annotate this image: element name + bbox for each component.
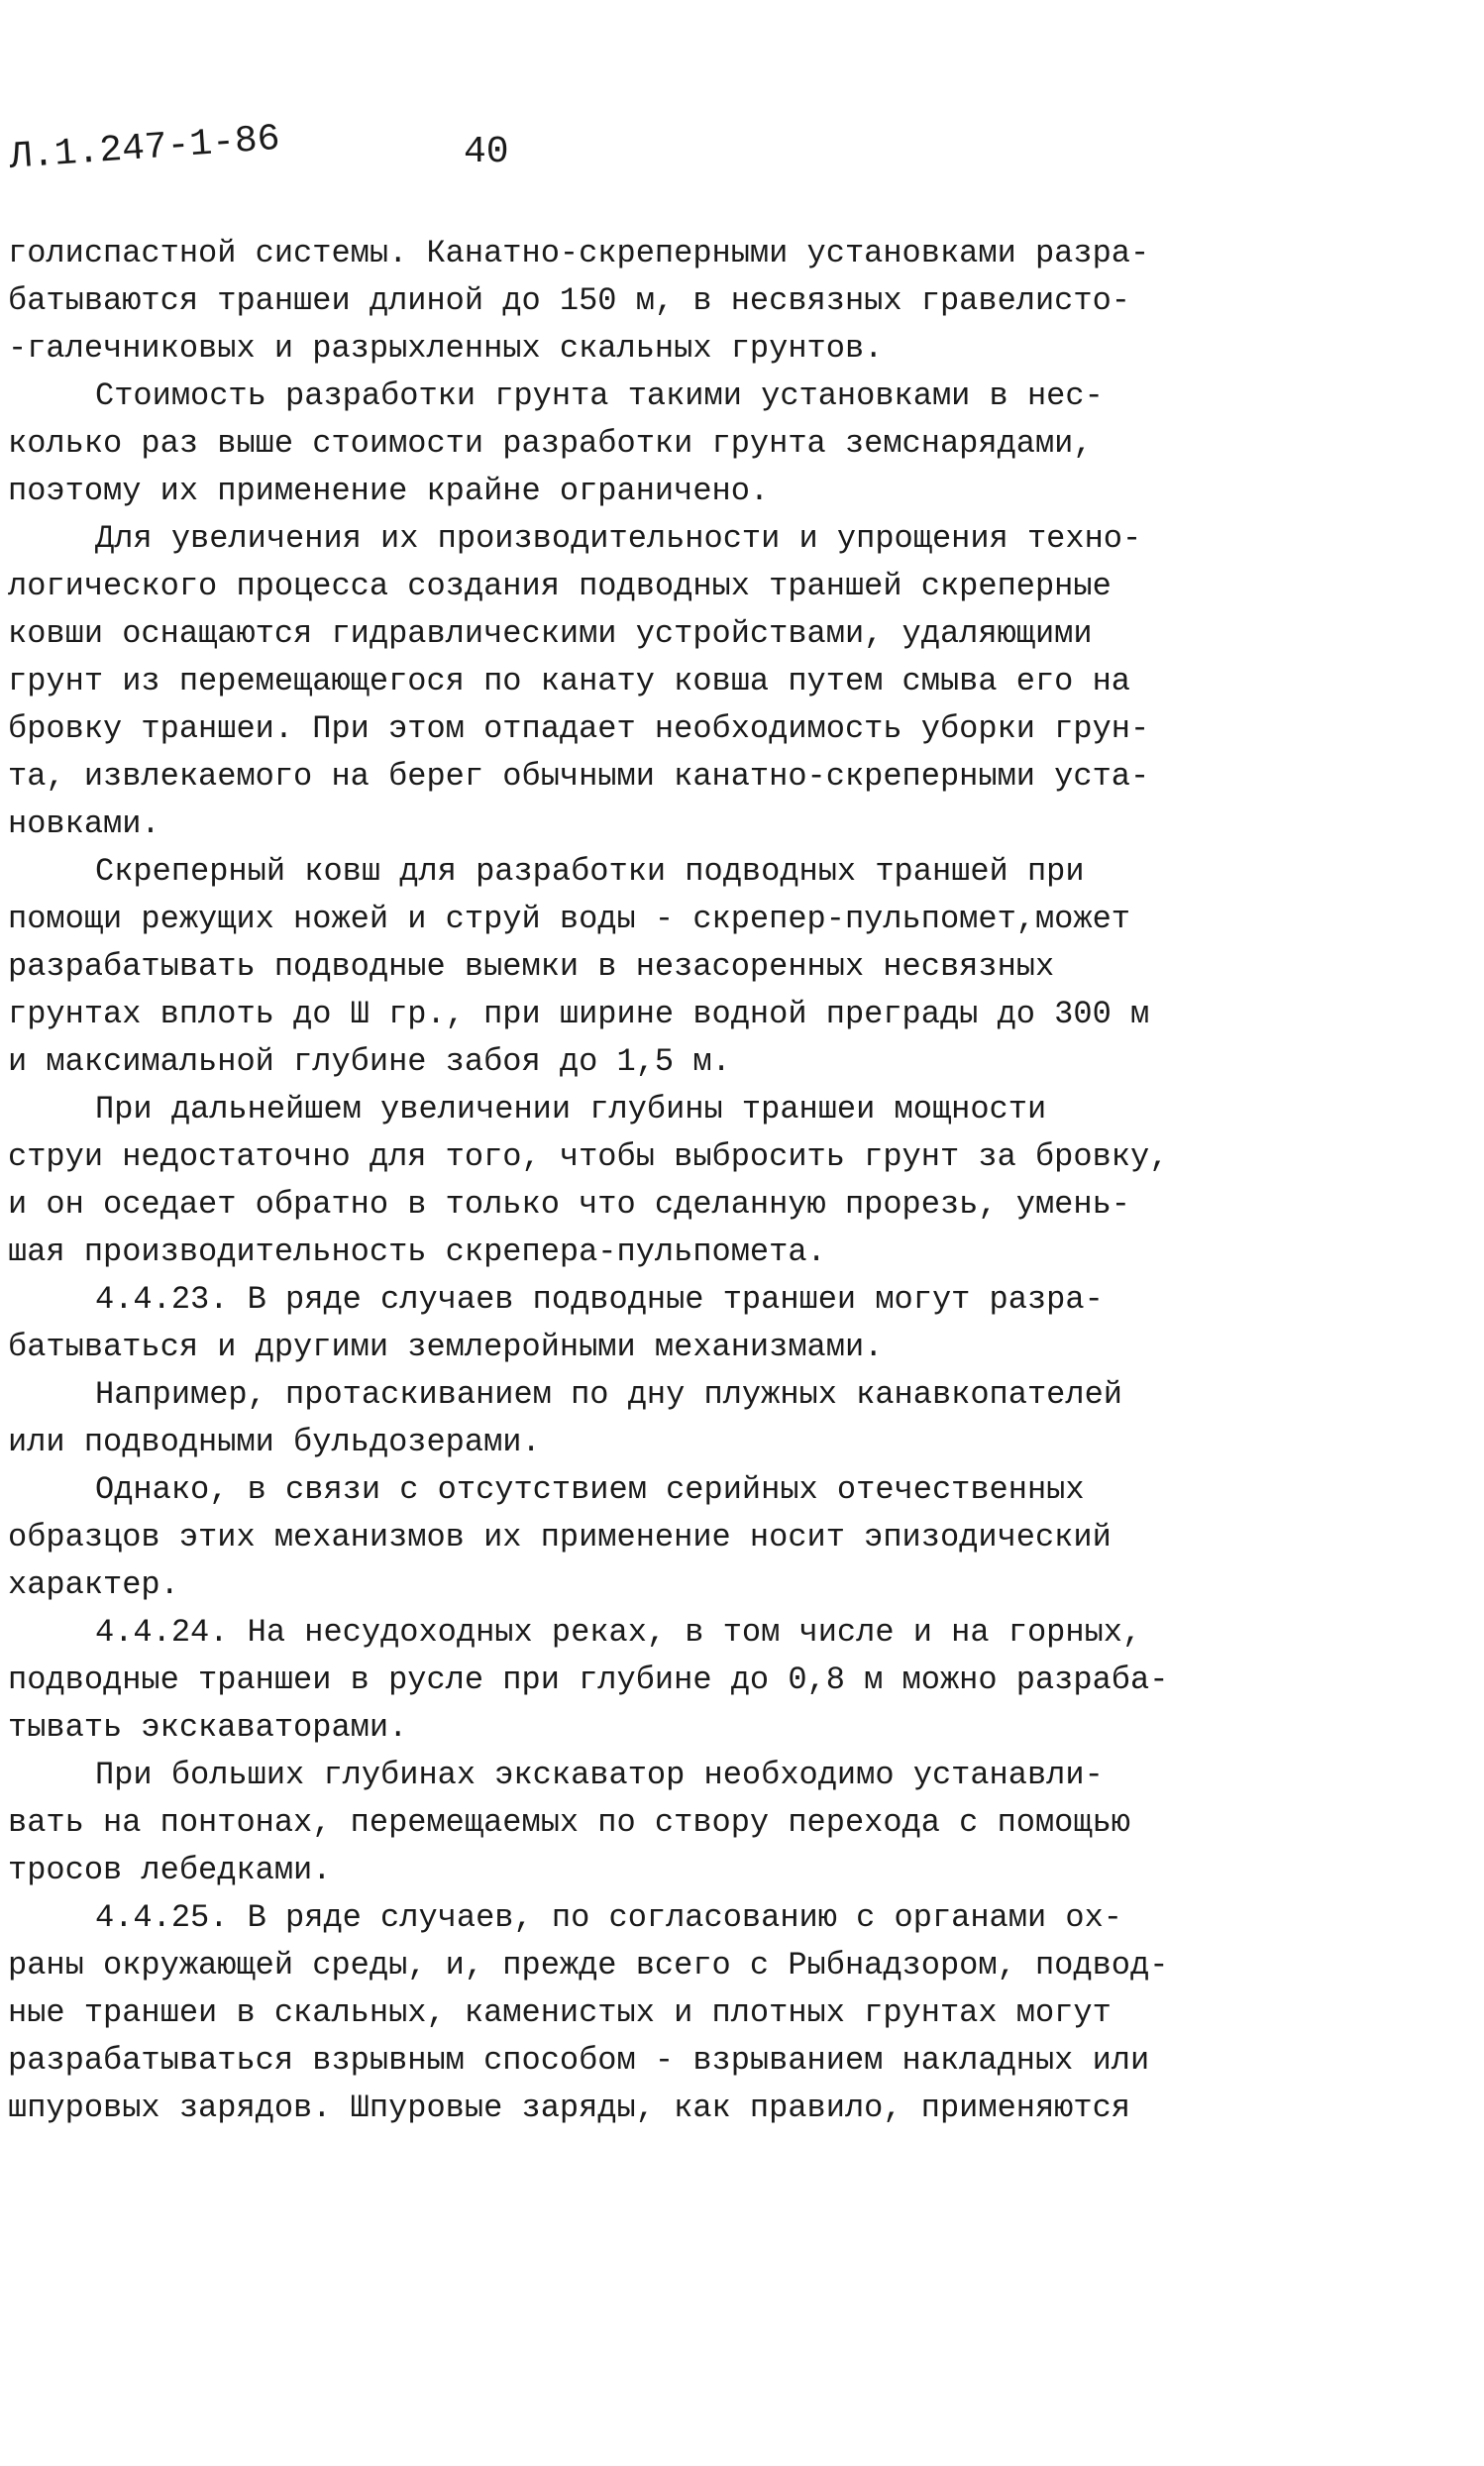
text-line: вать на понтонах, перемещаемых по створу перехода с помощью (8, 1804, 1130, 1841)
text-line: новками. (8, 805, 160, 842)
text-line: разрабатывать подводные выемки в незасоренных несвязных (8, 948, 1055, 985)
text-line: Для увеличения их производительности и упрощения техно- (95, 520, 1142, 557)
text-line: логического процесса создания подводных траншей скреперные (8, 568, 1112, 604)
text-line: подводные траншеи в русле при глубине до 0,8 м можно разраба- (8, 1662, 1169, 1698)
text-line: ковши оснащаются гидравлическими устройствами, удаляющими (8, 615, 1093, 652)
text-line: разрабатываться взрывным способом - взрыванием накладных или (8, 2042, 1150, 2079)
text-line: или подводными бульдозерами. (8, 1424, 541, 1460)
text-line: шпуровых зарядов. Шпуровые заряды, как правило, применяются (8, 2090, 1130, 2126)
text-line: батываются траншеи длиной до 150 м, в несвязных гравелисто- (8, 282, 1130, 319)
text-line: образцов этих механизмов их применение носит эпизодический (8, 1519, 1112, 1555)
text-line: и он оседает обратно в только что сделанную прорезь, умень- (8, 1186, 1130, 1223)
text-line: 4.4.23. В ряде случаев подводные траншеи могут разра- (95, 1281, 1104, 1318)
text-line: При дальнейшем увеличении глубины траншеи мощности (95, 1091, 1047, 1127)
text-line: Например, протаскиванием по дну плужных канавкопателей (95, 1376, 1122, 1413)
text-line: грунт из перемещающегося по канату ковша путем смыва его на (8, 663, 1130, 699)
text-line: поэтому их применение крайне ограничено. (8, 473, 770, 509)
text-line: Стоимость разработки грунта такими установками в нес- (95, 377, 1104, 414)
text-line: тывать экскаваторами. (8, 1709, 408, 1746)
document-body (8, 230, 1177, 2132)
text-line: помощи режущих ножей и струй воды - скрепер-пульпомет,может (8, 901, 1130, 937)
text-line: и максимальной глубине забоя до 1,5 м. (8, 1043, 731, 1080)
text-line: батываться и другими землеройными механизмами. (8, 1329, 884, 1365)
text-line: Однако, в связи с отсутствием серийных отечественных (95, 1471, 1085, 1508)
text-line: раны окружающей среды, и, прежде всего с Рыбнадзором, подвод- (8, 1947, 1169, 1984)
text-line: Скреперный ковш для разработки подводных траншей при (95, 853, 1085, 890)
text-line: шая производительность скрепера-пульпомета. (8, 1233, 826, 1270)
text-line: бровку траншеи. При этом отпадает необходимость уборки грун- (8, 710, 1150, 747)
text-line: грунтах вплоть до Ш гр., при ширине водной преграды до 300 м (8, 996, 1150, 1032)
text-line: тросов лебедками. (8, 1852, 332, 1888)
document-code: Л.1.247-1-86 (8, 117, 281, 179)
page-number: 40 (464, 131, 509, 173)
text-line: голиспастной системы. Канатно-скреперными установками разра- (8, 235, 1150, 271)
text-line: При больших глубинах экскаватор необходимо устанавли- (95, 1757, 1104, 1793)
text-line: 4.4.25. В ряде случаев, по согласованию с органами ох- (95, 1899, 1122, 1936)
text-line: струи недостаточно для того, чтобы выбросить грунт за бровку, (8, 1138, 1169, 1175)
text-line: 4.4.24. На несудоходных реках, в том числе и на горных, (95, 1614, 1142, 1651)
text-line: та, извлекаемого на берег обычными канатно-скреперными уста- (8, 758, 1150, 795)
text-line: -галечниковых и разрыхленных скальных грунтов. (8, 330, 884, 367)
text-line: колько раз выше стоимости разработки грунта земснарядами, (8, 425, 1093, 462)
text-line: характер. (8, 1566, 179, 1603)
text-line: ные траншеи в скальных, каменистых и плотных грунтах могут (8, 1994, 1112, 2031)
